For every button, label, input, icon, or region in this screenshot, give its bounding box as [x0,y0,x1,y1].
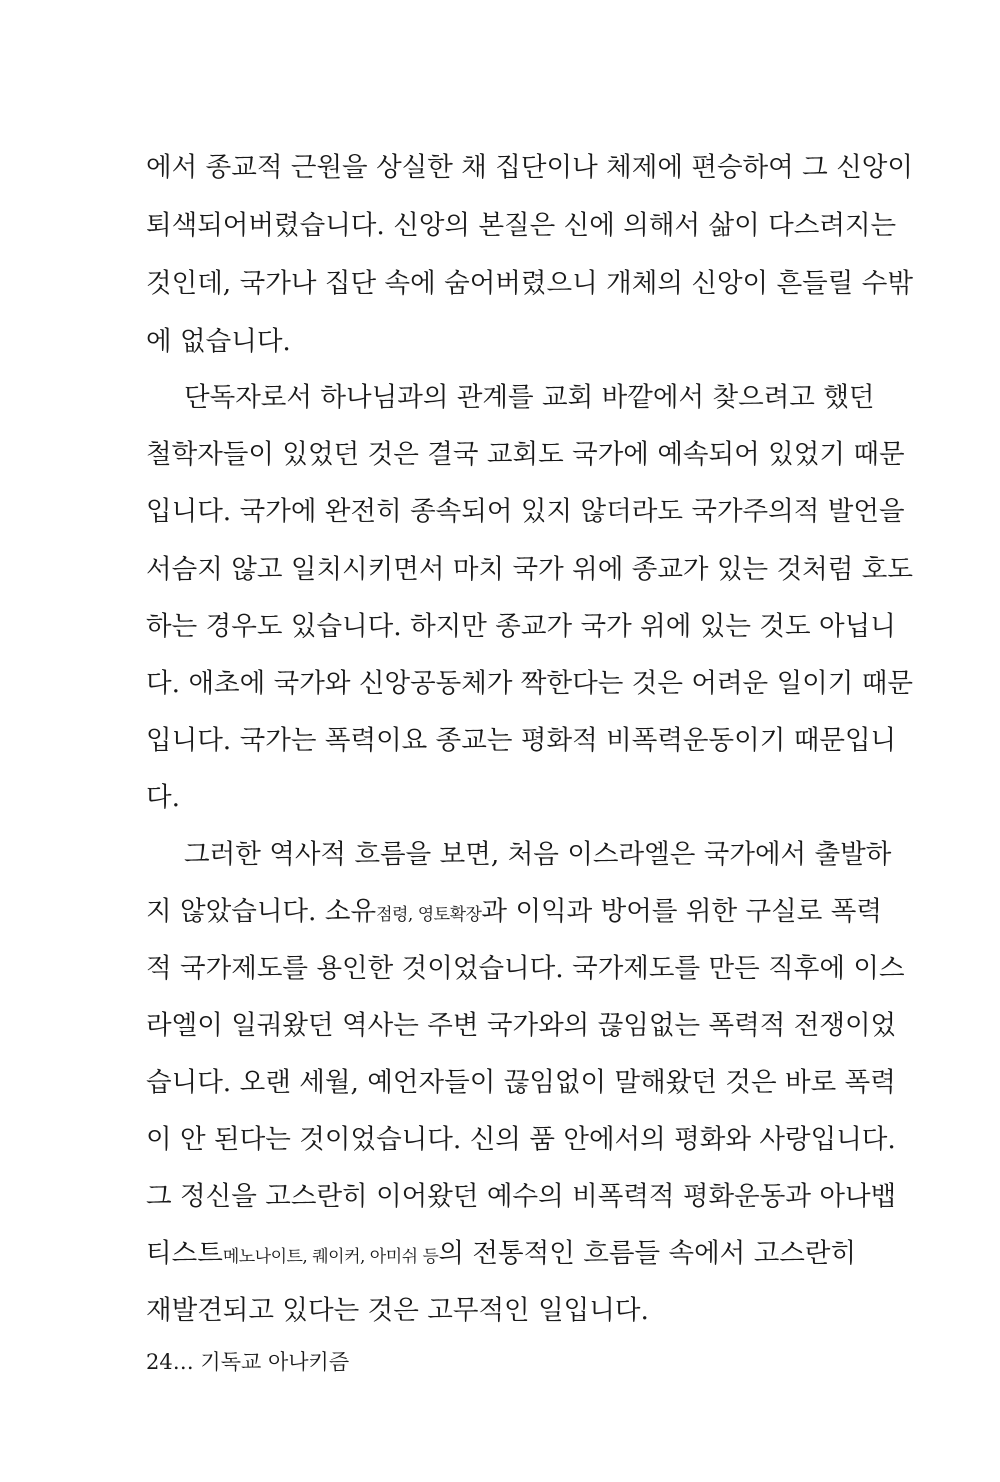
text-line: 하는 경우도 있습니다. 하지만 종교가 국가 위에 있는 것도 아닙니 [146,611,896,642]
text-line: 단독자로서 하나님과의 관계를 교회 바깥에서 찾으려고 했던 [184,382,875,413]
text-line: 것인데, 국가나 집단 속에 숨어버렸으니 개체의 신앙이 흔들릴 수밖 [146,268,913,299]
text-segment: 의 전통적인 흐름들 속에서 고스란히 [438,1238,857,1269]
page-number: 24 [146,1350,173,1374]
footer-separator: … [172,1350,194,1374]
text-line: 입니다. 국가에 완전히 종속되어 있지 않더라도 국가주의적 발언을 [146,496,905,527]
text-line: 라엘이 일궈왔던 역사는 주변 국가와의 끊임없는 폭력적 전쟁이었 [146,1010,897,1041]
text-line: 서슴지 않고 일치시키면서 마치 국가 위에 종교가 있는 것처럼 호도 [146,554,913,585]
text-segment: 티스트 [146,1238,223,1269]
text-line: 에 없습니다. [146,326,291,357]
text-line [146,1237,857,1274]
text-line [146,895,882,932]
text-line: 그 정신을 고스란히 이어왔던 예수의 비폭력적 평화운동과 아나뱁 [146,1181,897,1212]
text-segment: 과 이익과 방어를 위한 구실로 폭력 [481,896,882,927]
text-segment: 지 않았습니다. 소유 [146,896,377,927]
text-line: 다. 애초에 국가와 신앙공동체가 짝한다는 것은 어려운 일이기 때문 [146,668,913,699]
page-footer [146,1348,349,1376]
text-line: 재발견되고 있다는 것은 고무적인 일입니다. [146,1295,649,1326]
text-line: 다. [146,782,181,813]
text-line: 적 국가제도를 용인한 것이었습니다. 국가제도를 만든 직후에 이스 [146,953,905,984]
text-line: 이 안 된다는 것이었습니다. 신의 품 안에서의 평화와 사랑입니다. [146,1124,896,1155]
text-line: 에서 종교적 근원을 상실한 채 집단이나 체제에 편승하여 그 신앙이 [146,152,913,183]
text-line: 철학자들이 있었던 것은 결국 교회도 국가에 예속되어 있었기 때문 [146,439,905,470]
annotation: 점령, 영토확장 [376,905,482,925]
book-title: 기독교 아나키즘 [200,1350,350,1374]
text-line: 입니다. 국가는 폭력이요 종교는 평화적 비폭력운동이기 때문입니 [146,725,897,756]
annotation: 메노나이트, 퀘이커, 아미쉬 등 [222,1247,439,1267]
text-line: 그러한 역사적 흐름을 보면, 처음 이스라엘은 국가에서 출발하 [184,839,892,870]
text-line: 습니다. 오랜 세월, 예언자들이 끊임없이 말해왔던 것은 바로 폭력 [146,1067,896,1098]
text-line: 퇴색되어버렸습니다. 신앙의 본질은 신에 의해서 삶이 다스려지는 [146,210,897,241]
